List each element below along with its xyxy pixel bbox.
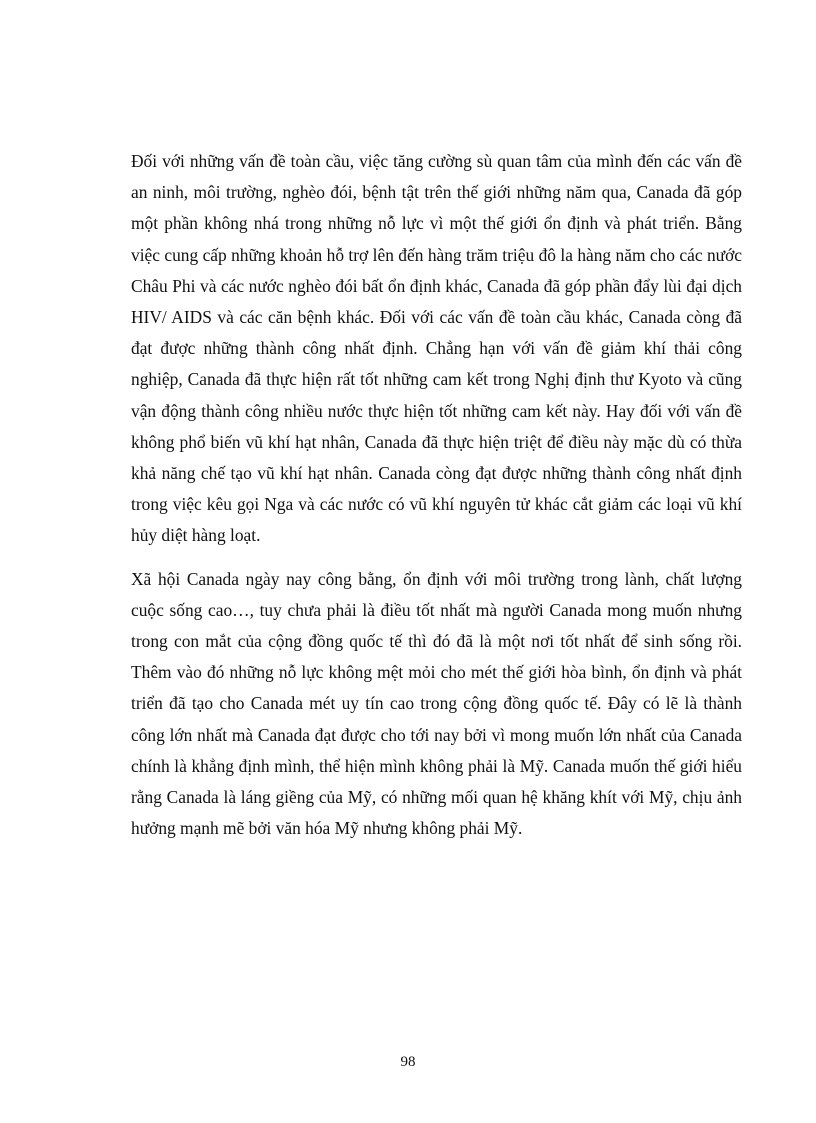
- page-number: 98: [400, 1054, 416, 1070]
- body-text: [131, 146, 742, 844]
- paragraph-global-issues: Đối với những vấn đề toàn cầu, việc tăng cường sù quan tâm của mình đến các vấn đề an ninh, môi trường, nghèo đói, bệnh tật trên thế giới những năm qua, Canada đã góp một phần không nhá trong những nỗ lực vì một thế giới ổn định và phát triển. Bằng việc cung cấp những khoản hỗ trợ lên đến hàng trăm triệu đô la hàng năm cho các nước Châu Phi và các nước nghèo đói bất ổn định khác, Canada đã góp phần đẩy lùi đại dịch HIV/ AIDS và các căn bệnh khác. Đối với các vấn đề toàn cầu khác, Canada còng đã đạt được những thành công nhất định. Chẳng hạn với vấn đề giảm khí thải công nghiệp, Canada đã thực hiện rất tốt những cam kết trong Nghị định thư Kyoto và cũng vận động thành công nhiều nước thực hiện tốt những cam kết này. Hay đối với vấn đề không phổ biến vũ khí hạt nhân, Canada đã thực hiện triệt để điều này mặc dù có thừa khả năng chế tạo vũ khí hạt nhân. Canada còng đạt được những thành công nhất định trong việc kêu gọi Nga và các nước có vũ khí nguyên tử khác cắt giảm các loại vũ khí hủy diệt hàng loạt.: [131, 151, 742, 546]
- paragraph-canadian-society: Xã hội Canada ngày nay công bằng, ổn định với môi trường trong lành, chất lượng cuộc sống cao…, tuy chưa phải là điều tốt nhất mà người Canada mong muốn nhưng trong con mắt của cộng đồng quốc tế thì đó đã là một nơi tốt nhất để sinh sống rồi. Thêm vào đó những nỗ lực không mệt mỏi cho mét thế giới hòa bình, ổn định và phát triển đã tạo cho Canada mét uy tín cao trong cộng đồng quốc tế. Đây có lẽ là thành công lớn nhất mà Canada đạt được cho tới nay bởi vì mong muốn lớn nhất của Canada chính là khẳng định mình, thể hiện mình không phải là Mỹ. Canada muốn thế giới hiểu rằng Canada là láng giềng của Mỹ, có những mối quan hệ khăng khít với Mỹ, chịu ảnh hưởng mạnh mẽ bởi văn hóa Mỹ nhưng không phải Mỹ.: [131, 568, 742, 839]
